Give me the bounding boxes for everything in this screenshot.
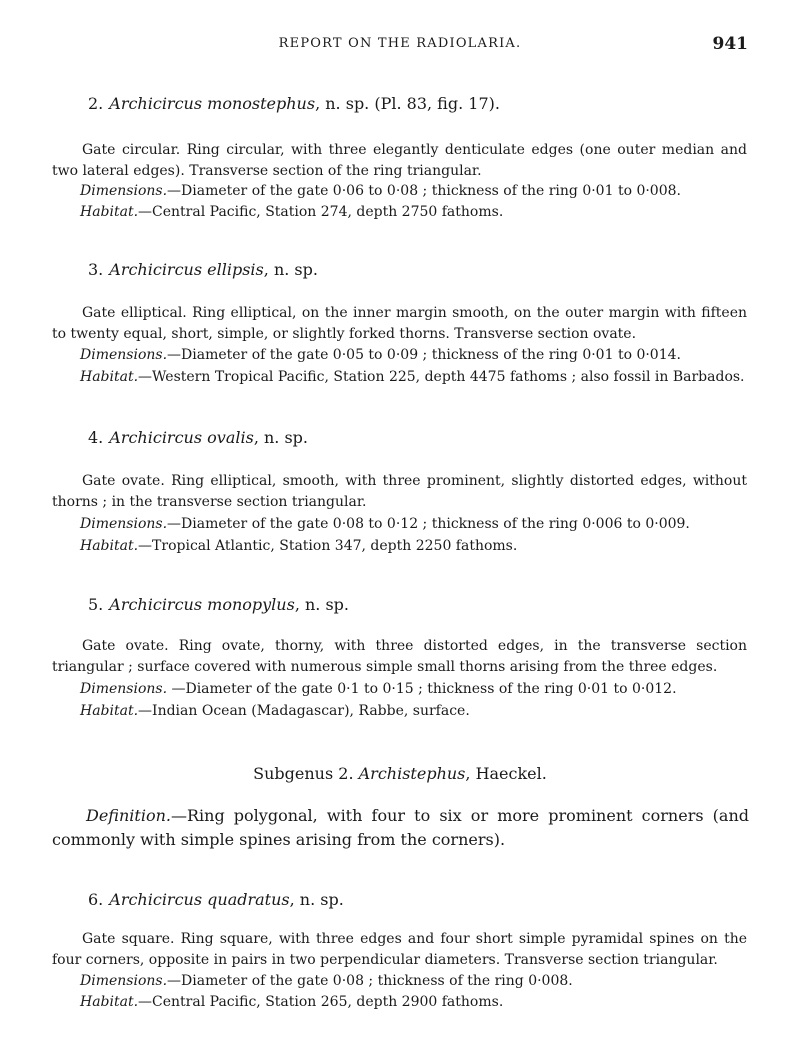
dimensions-line: [80, 514, 760, 535]
habitat-label: Habitat.: [80, 204, 139, 220]
species-suffix: , n. sp. (Pl. 83, fig. 17).: [315, 94, 500, 113]
definition-label: Definition.: [86, 806, 171, 825]
definition-paragraph: [52, 804, 749, 852]
species-description: [52, 636, 747, 678]
species-description: [52, 471, 747, 513]
dimensions-label: Dimensions.: [80, 681, 168, 697]
habitat-line: [80, 701, 760, 722]
description-text: Gate ovate. Ring elliptical, smooth, with three prominent, slightly distorted edges, without thorns ; in the transverse section triangular.: [52, 473, 747, 510]
dimensions-label: Dimensions.: [80, 183, 168, 199]
dimensions-text: —Diameter of the gate 0·08 to 0·12 ; thickness of the ring 0·006 to 0·009.: [167, 516, 690, 532]
dimensions-text: —Diameter of the gate 0·08 ; thickness of the ring 0·008.: [167, 973, 573, 989]
species-number: 2.: [88, 94, 104, 113]
running-title: REPORT ON THE RADIOLARIA.: [278, 36, 522, 51]
species-heading: [88, 890, 344, 909]
subgenus-name: Archistephus: [358, 764, 466, 783]
dimensions-text: —Diameter of the gate 0·1 to 0·15 ; thickness of the ring 0·01 to 0·012.: [167, 681, 677, 697]
species-suffix: , n. sp.: [263, 260, 318, 279]
species-epithet: ovalis: [207, 428, 254, 447]
genus-name: Archicircus: [109, 595, 203, 614]
habitat-label: Habitat.: [80, 703, 139, 719]
habitat-line: [80, 536, 760, 557]
page-number: 941: [712, 34, 748, 54]
species-heading: [88, 595, 349, 614]
dimensions-label: Dimensions.: [80, 347, 168, 363]
description-text: Gate circular. Ring circular, with three elegantly denticulate edges (one outer median and two lateral edges). Transverse section of the ring triangular.: [52, 142, 747, 179]
species-suffix: , n. sp.: [294, 595, 349, 614]
subgenus-heading: [0, 764, 800, 783]
habitat-line: [80, 992, 760, 1013]
habitat-text: —Indian Ocean (Madagascar), Rabbe, surface.: [138, 703, 470, 719]
dimensions-label: Dimensions.: [80, 973, 168, 989]
species-epithet: quadratus: [207, 890, 290, 909]
species-heading: [88, 428, 308, 447]
habitat-line: [80, 202, 760, 223]
species-number: 3.: [88, 260, 104, 279]
species-number: 4.: [88, 428, 104, 447]
dimensions-text: —Diameter of the gate 0·06 to 0·08 ; thickness of the ring 0·01 to 0·008.: [167, 183, 681, 199]
species-suffix: , n. sp.: [253, 428, 308, 447]
habitat-label: Habitat.: [80, 369, 139, 385]
habitat-label: Habitat.: [80, 994, 139, 1010]
species-suffix: , n. sp.: [289, 890, 344, 909]
species-number: 6.: [88, 890, 104, 909]
species-heading: [88, 94, 500, 113]
habitat-text: —Tropical Atlantic, Station 347, depth 2250 fathoms.: [138, 538, 518, 554]
species-description: [52, 929, 747, 971]
species-epithet: monopylus: [207, 595, 295, 614]
dimensions-line: [80, 679, 760, 700]
dimensions-line: [80, 971, 760, 992]
dimensions-text: —Diameter of the gate 0·05 to 0·09 ; thickness of the ring 0·01 to 0·014.: [167, 347, 681, 363]
subgenus-prefix: Subgenus 2.: [253, 764, 354, 783]
genus-name: Archicircus: [109, 428, 203, 447]
subgenus-author: , Haeckel.: [465, 764, 547, 783]
habitat-line: [80, 367, 760, 388]
species-number: 5.: [88, 595, 104, 614]
habitat-text: —Central Pacific, Station 274, depth 2750 fathoms.: [138, 204, 504, 220]
species-epithet: ellipsis: [207, 260, 264, 279]
habitat-label: Habitat.: [80, 538, 139, 554]
definition-text: —Ring polygonal, with four to six or more prominent corners (and commonly with simple spines arising from the corners).: [52, 806, 749, 849]
dimensions-line: [80, 181, 760, 202]
habitat-text: —Western Tropical Pacific, Station 225, depth 4475 fathoms ; also fossil in Barbados.: [138, 369, 745, 385]
dimensions-label: Dimensions.: [80, 516, 168, 532]
genus-name: Archicircus: [109, 260, 203, 279]
description-text: Gate ovate. Ring ovate, thorny, with three distorted edges, in the transverse section triangular ; surface covered with numerous simple small thorns arising from the three edges.: [52, 638, 747, 675]
habitat-text: —Central Pacific, Station 265, depth 2900 fathoms.: [138, 994, 504, 1010]
species-description: [52, 303, 747, 345]
dimensions-line: [80, 345, 760, 366]
description-text: Gate square. Ring square, with three edges and four short simple pyramidal spines on the four corners, opposite in pairs in two perpendicular diameters. Transverse section triangular.: [52, 931, 747, 968]
species-heading: [88, 260, 318, 279]
species-epithet: monostephus: [207, 94, 316, 113]
genus-name: Archicircus: [109, 94, 203, 113]
species-description: [52, 140, 747, 182]
genus-name: Archicircus: [109, 890, 203, 909]
description-text: Gate elliptical. Ring elliptical, on the inner margin smooth, on the outer margin with fifteen to twenty equal, short, simple, or slightly forked thorns. Transverse section ovate.: [52, 305, 747, 342]
